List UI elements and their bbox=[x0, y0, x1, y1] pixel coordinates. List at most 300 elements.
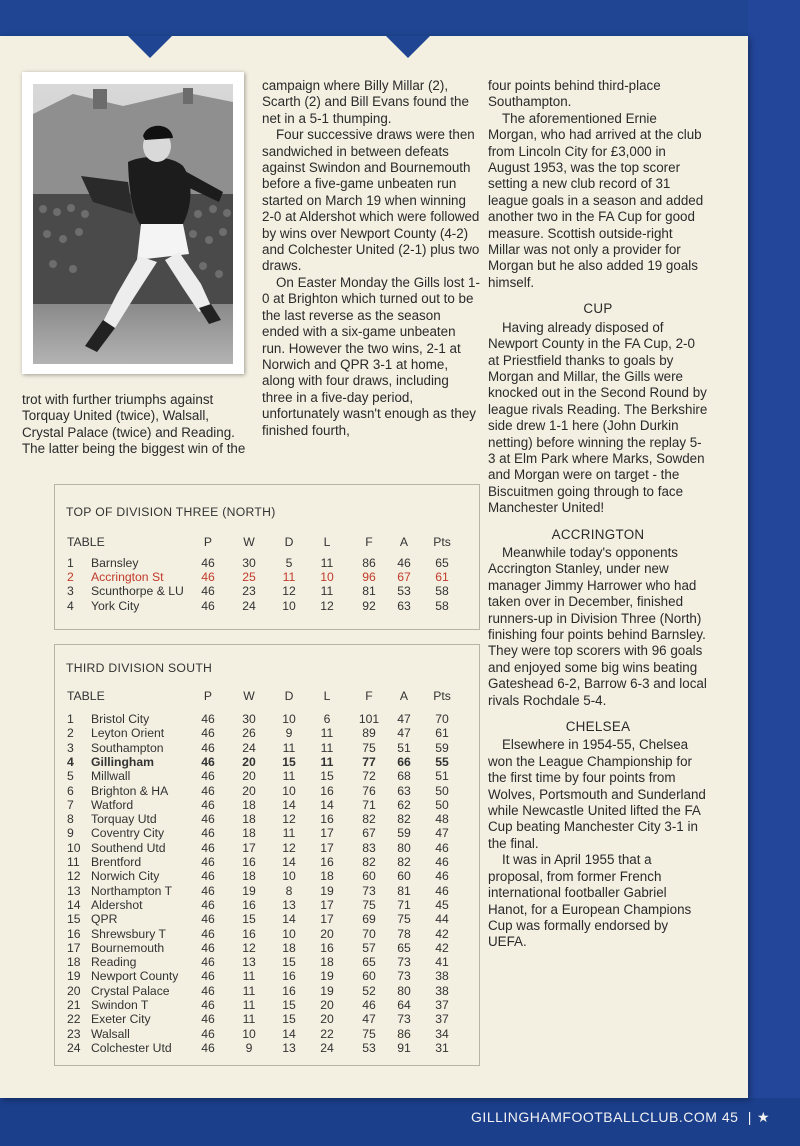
table-cell: 23 bbox=[242, 584, 256, 599]
table-cell: 2 bbox=[67, 726, 74, 741]
column-header: W bbox=[243, 689, 255, 703]
table-cell: 14 bbox=[282, 1026, 296, 1041]
table-cell: 11 bbox=[320, 556, 334, 570]
table-cell: 70 bbox=[362, 926, 376, 941]
table-cell: 20 bbox=[320, 998, 334, 1012]
table-cell: 17 bbox=[320, 826, 334, 841]
team-name: Barnsley bbox=[91, 556, 139, 570]
table-cell: 46 bbox=[201, 826, 215, 841]
table-row bbox=[55, 726, 479, 740]
table-cell: 46 bbox=[435, 855, 449, 869]
team-name: Millwall bbox=[91, 769, 131, 784]
table-cell: 24 bbox=[242, 598, 256, 613]
table-cell: 75 bbox=[362, 740, 376, 755]
table-cell: 46 bbox=[201, 983, 215, 998]
article-paragraph: campaign where Billy Millar (2), Scarth (2) and Bill Evans found the net in a 5-1 thumping. bbox=[262, 78, 469, 126]
page-footer bbox=[471, 1109, 770, 1126]
table-cell: 60 bbox=[362, 869, 376, 884]
column-header: A bbox=[399, 535, 409, 549]
table-cell: 71 bbox=[362, 797, 376, 812]
table-cell: 75 bbox=[362, 897, 376, 912]
table-cell: 19 bbox=[320, 883, 334, 898]
table-cell: 53 bbox=[397, 584, 411, 599]
table-cell: 38 bbox=[435, 983, 449, 998]
table-cell: 17 bbox=[67, 940, 81, 955]
table-cell: 46 bbox=[435, 840, 449, 855]
team-name: Southend Utd bbox=[91, 840, 166, 855]
table-cell: 24 bbox=[320, 1040, 334, 1055]
table-cell: 41 bbox=[435, 955, 449, 970]
table-row bbox=[55, 841, 479, 855]
table-cell: 17 bbox=[320, 912, 334, 927]
article-paragraph: Elsewhere in 1954-55, Chelsea won the League Championship for the first time by four points from Wolves, Portsmouth and Sunderland while Newcastle United lifted the FA Cup beating Manchester City 3-1 in the final. bbox=[488, 737, 706, 851]
table-cell: 73 bbox=[362, 883, 376, 898]
table-cell: 68 bbox=[397, 769, 411, 784]
table-row bbox=[55, 984, 479, 998]
table-cell: 13 bbox=[67, 883, 81, 898]
section-heading-chelsea: CHELSEA bbox=[565, 719, 631, 735]
table-cell: 16 bbox=[67, 926, 81, 941]
table-cell: 46 bbox=[201, 897, 215, 912]
table-cell: 48 bbox=[435, 812, 449, 827]
table-cell: 11 bbox=[320, 584, 334, 599]
table-row bbox=[55, 912, 479, 926]
section-heading-accrington: ACCRINGTON bbox=[551, 526, 645, 542]
table-row bbox=[55, 798, 479, 812]
table-cell: 82 bbox=[397, 812, 411, 827]
table-cell: 46 bbox=[435, 883, 449, 898]
table-cell: 4 bbox=[67, 598, 74, 613]
column-header: D bbox=[284, 689, 294, 703]
player-photo bbox=[22, 72, 244, 374]
table-row bbox=[55, 927, 479, 941]
table-cell: 14 bbox=[282, 912, 296, 927]
footer-site: GILLINGHAMFOOTBALLCLUB.COM bbox=[471, 1109, 718, 1125]
table-cell: 55 bbox=[435, 754, 449, 769]
table-cell: 10 bbox=[282, 783, 296, 798]
team-name: Swindon T bbox=[91, 998, 149, 1012]
table-row bbox=[55, 812, 479, 826]
table-cell: 24 bbox=[242, 740, 256, 755]
table-cell: 10 bbox=[282, 598, 296, 613]
team-name: Reading bbox=[91, 955, 137, 970]
table-row bbox=[55, 955, 479, 969]
team-name: Leyton Orient bbox=[91, 726, 165, 741]
table-cell: 72 bbox=[362, 769, 376, 784]
table-cell: 63 bbox=[397, 783, 411, 798]
team-name: Newport County bbox=[91, 969, 179, 984]
table-row bbox=[55, 755, 479, 769]
team-name: Southampton bbox=[91, 740, 164, 755]
table-cell: 11 bbox=[242, 969, 256, 984]
table-cell: 11 bbox=[242, 998, 256, 1012]
table-cell: 26 bbox=[242, 726, 256, 741]
team-name: Exeter City bbox=[91, 1012, 151, 1027]
page-notch bbox=[128, 36, 172, 58]
table-cell: 46 bbox=[201, 812, 215, 827]
table-cell: 65 bbox=[362, 955, 376, 970]
table-row bbox=[55, 741, 479, 755]
table-cell: 2 bbox=[67, 570, 74, 585]
table-cell: 18 bbox=[320, 955, 334, 970]
article-paragraph: trot with further triumphs against Torquay United (twice), Walsall, Crystal Palace (twice) and Reading. The latter being the biggest win of the bbox=[22, 392, 246, 457]
table-cell: 20 bbox=[242, 783, 256, 798]
table-row bbox=[55, 584, 479, 598]
footer-page-number: 45 bbox=[721, 1109, 739, 1125]
team-name: Torquay Utd bbox=[91, 812, 157, 827]
footballer-photo-icon bbox=[33, 84, 233, 364]
article-paragraph: Four successive draws were then sandwiched in between defeats against Swindon and Bournemouth before a five-game unbeaten run started on March 19 when winning 2-0 at Aldershot which were followed by wins over Newport County (4-2) and Colchester United (2-1) plus two draws. bbox=[262, 127, 480, 274]
table-cell: 65 bbox=[435, 556, 449, 570]
team-name: QPR bbox=[91, 912, 118, 927]
table-cell: 50 bbox=[435, 783, 449, 798]
table-cell: 19 bbox=[320, 969, 334, 984]
column-header: P bbox=[203, 535, 213, 549]
article-paragraph: It was in April 1955 that a proposal, from former French international footballer Gabriel Hanot, for a European Champions Cup was formally endorsed by UEFA. bbox=[488, 852, 692, 950]
table-cell: 14 bbox=[320, 797, 334, 812]
team-name: Walsall bbox=[91, 1026, 130, 1041]
table-cell: 42 bbox=[435, 926, 449, 941]
table-cell: 46 bbox=[201, 570, 215, 585]
table-cell: 12 bbox=[320, 598, 334, 613]
table-cell: 10 bbox=[282, 926, 296, 941]
table-cell: 46 bbox=[201, 883, 215, 898]
table-cell: 24 bbox=[67, 1040, 81, 1055]
table-cell: 61 bbox=[435, 570, 449, 585]
table-cell: 37 bbox=[435, 1012, 449, 1027]
table-cell: 15 bbox=[282, 998, 296, 1012]
table-cell: 51 bbox=[435, 769, 449, 784]
column-header: P bbox=[203, 689, 213, 703]
divider: | bbox=[747, 1109, 752, 1125]
table-cell: 46 bbox=[201, 869, 215, 884]
table-cell: 11 bbox=[282, 826, 296, 841]
table-cell: 16 bbox=[320, 855, 334, 869]
table-cell: 11 bbox=[282, 570, 296, 585]
table-cell: 23 bbox=[67, 1026, 81, 1041]
column-header: L bbox=[323, 535, 331, 549]
table-cell: 10 bbox=[282, 869, 296, 884]
table-row bbox=[55, 556, 479, 570]
table-cell: 18 bbox=[282, 940, 296, 955]
table-cell: 7 bbox=[67, 797, 74, 812]
table-cell: 18 bbox=[242, 826, 256, 841]
table-cell: 14 bbox=[282, 855, 296, 869]
table-cell: 47 bbox=[435, 826, 449, 841]
table-cell: 58 bbox=[435, 598, 449, 613]
article-paragraph: The aforementioned Ernie Morgan, who had arrived at the club from Lincoln City for £3,000 in August 1953, was the top scorer setting a new club record of 31 league goals in a season and added another two in the FA Cup for good measure. Scottish outside-right Millar was not only a provider for Morgan but he also added 19 goals himself. bbox=[488, 110, 704, 290]
table-cell: 11 bbox=[282, 769, 296, 784]
table-cell: 46 bbox=[201, 969, 215, 984]
club-crest-icon: ★ bbox=[756, 1109, 770, 1125]
table-row bbox=[55, 570, 479, 584]
table-cell: 73 bbox=[397, 969, 411, 984]
table-cell: 18 bbox=[320, 869, 334, 884]
table-cell: 46 bbox=[201, 783, 215, 798]
table-row bbox=[55, 599, 479, 613]
table-cell: 22 bbox=[320, 1026, 334, 1041]
table-cell: 96 bbox=[362, 570, 376, 585]
table-cell: 18 bbox=[242, 812, 256, 827]
table-cell: 81 bbox=[397, 883, 411, 898]
table-row bbox=[55, 1041, 479, 1055]
table-cell: 81 bbox=[362, 584, 376, 599]
table-cell: 86 bbox=[362, 556, 376, 570]
table-cell: 46 bbox=[201, 1012, 215, 1027]
column-header: A bbox=[399, 689, 409, 703]
table-cell: 64 bbox=[397, 998, 411, 1012]
table-cell: 13 bbox=[242, 955, 256, 970]
table-cell: 13 bbox=[282, 1040, 296, 1055]
table-cell: 20 bbox=[320, 926, 334, 941]
table-cell: 12 bbox=[282, 812, 296, 827]
table-cell: 16 bbox=[320, 812, 334, 827]
table-cell: 16 bbox=[282, 983, 296, 998]
table-cell: 25 bbox=[242, 570, 256, 585]
table-cell: 18 bbox=[242, 797, 256, 812]
table-cell: 11 bbox=[282, 740, 296, 755]
table-cell: 60 bbox=[397, 869, 411, 884]
table-cell: 18 bbox=[242, 869, 256, 884]
table-cell: 46 bbox=[201, 912, 215, 927]
table-cell: 17 bbox=[242, 840, 256, 855]
team-name: Aldershot bbox=[91, 897, 143, 912]
table-cell: 46 bbox=[201, 940, 215, 955]
page-edge bbox=[748, 0, 800, 1146]
article-paragraph: On Easter Monday the Gills lost 1-0 at Brighton which turned out to be the last reverse as the season ended with a six-game unbeaten run. However the two wins, 2-1 at Norwich and QPR 3-1 at home, along with four draws, including three in a five-day period, unfortunately wasn't enough as they finished fourth, bbox=[262, 274, 480, 438]
table-header bbox=[55, 689, 479, 703]
table-cell: 10 bbox=[67, 840, 81, 855]
table-cell: 10 bbox=[320, 570, 334, 585]
table-cell: 75 bbox=[397, 912, 411, 927]
team-name: Watford bbox=[91, 797, 134, 812]
table-cell: 11 bbox=[242, 983, 256, 998]
table-cell: 73 bbox=[397, 955, 411, 970]
division-three-north-table bbox=[54, 484, 480, 630]
table-cell: 20 bbox=[320, 1012, 334, 1027]
table-cell: 16 bbox=[242, 926, 256, 941]
table-row bbox=[55, 998, 479, 1012]
article-column-1 bbox=[22, 392, 254, 458]
table-cell: 15 bbox=[320, 769, 334, 784]
table-cell: 57 bbox=[362, 940, 376, 955]
table-row bbox=[55, 898, 479, 912]
table-cell: 101 bbox=[358, 712, 380, 726]
team-name: York City bbox=[91, 598, 140, 613]
team-name: Gillingham bbox=[91, 754, 154, 769]
column-header: Pts bbox=[433, 689, 451, 703]
table-cell: 14 bbox=[67, 897, 81, 912]
table-cell: 17 bbox=[320, 840, 334, 855]
table-cell: 70 bbox=[435, 712, 449, 726]
team-name: Brighton & HA bbox=[91, 783, 169, 798]
table-cell: 3 bbox=[67, 584, 74, 599]
table-cell: 44 bbox=[435, 912, 449, 927]
table-cell: 75 bbox=[362, 1026, 376, 1041]
table-cell: 46 bbox=[201, 926, 215, 941]
table-cell: 19 bbox=[320, 983, 334, 998]
table-cell: 15 bbox=[67, 912, 81, 927]
column-header: L bbox=[323, 689, 331, 703]
table-cell: 16 bbox=[282, 969, 296, 984]
table-cell: 47 bbox=[362, 1012, 376, 1027]
table-cell: 8 bbox=[285, 883, 293, 898]
table-cell: 15 bbox=[282, 1012, 296, 1027]
table-cell: 12 bbox=[242, 940, 256, 955]
table-cell: 82 bbox=[362, 812, 376, 827]
table-cell: 12 bbox=[67, 869, 81, 884]
table-cell: 42 bbox=[435, 940, 449, 955]
table-row bbox=[55, 869, 479, 883]
table-cell: 61 bbox=[435, 726, 449, 741]
article-paragraph: Having already disposed of Newport County in the FA Cup, 2-0 at Priestfield thanks to goals by Morgan and Millar, the Gills were knocked out in the Second Round by league rivals Reading. The Berkshire side drew 1-1 here (John Durkin netting) before winning the replay 5-3 at Elm Park where Marks, Sowden and Morgan were on target - the Biscuitmen going through to face Manchester United! bbox=[488, 319, 708, 516]
table-row bbox=[55, 1027, 479, 1041]
table-cell: 6 bbox=[323, 712, 331, 726]
table-cell: 15 bbox=[282, 955, 296, 970]
table-cell: 11 bbox=[320, 740, 334, 755]
section-heading-cup: CUP bbox=[583, 301, 613, 317]
team-name: Scunthorpe & LU bbox=[91, 584, 184, 599]
table-cell: 46 bbox=[201, 1040, 215, 1055]
table-cell: 11 bbox=[67, 855, 80, 869]
table-cell: 46 bbox=[201, 584, 215, 599]
table-cell: 73 bbox=[397, 1012, 411, 1027]
table-cell: 67 bbox=[362, 826, 376, 841]
table-row bbox=[55, 826, 479, 840]
table-row bbox=[55, 884, 479, 898]
table-cell: 1 bbox=[67, 556, 74, 570]
table-cell: 4 bbox=[67, 754, 74, 769]
table-cell: 47 bbox=[397, 712, 411, 726]
table-cell: 62 bbox=[397, 797, 411, 812]
table-cell: 19 bbox=[242, 883, 256, 898]
table-cell: 82 bbox=[397, 855, 411, 869]
table-title: TOP OF DIVISION THREE (NORTH) bbox=[66, 505, 276, 519]
team-name: Bournemouth bbox=[91, 940, 165, 955]
table-cell: 15 bbox=[242, 912, 256, 927]
table-row bbox=[55, 769, 479, 783]
table-cell: 9 bbox=[67, 826, 74, 841]
table-cell: 9 bbox=[285, 726, 293, 741]
table-cell: 15 bbox=[282, 754, 296, 769]
table-cell: 58 bbox=[435, 584, 449, 599]
table-cell: 59 bbox=[435, 740, 449, 755]
table-title: THIRD DIVISION SOUTH bbox=[66, 661, 213, 675]
column-header: F bbox=[365, 689, 373, 703]
page-notch bbox=[386, 36, 430, 58]
table-cell: 46 bbox=[362, 998, 376, 1012]
table-cell: 14 bbox=[282, 797, 296, 812]
table-cell: 46 bbox=[435, 869, 449, 884]
table-row bbox=[55, 1012, 479, 1026]
table-cell: 46 bbox=[201, 754, 215, 769]
table-cell: 78 bbox=[397, 926, 411, 941]
team-name: Northampton T bbox=[91, 883, 173, 898]
table-cell: 11 bbox=[320, 754, 334, 769]
column-header: TABLE bbox=[67, 535, 105, 549]
table-cell: 53 bbox=[362, 1040, 376, 1055]
table-cell: 80 bbox=[397, 840, 411, 855]
table-cell: 66 bbox=[397, 754, 411, 769]
table-cell: 10 bbox=[282, 712, 296, 726]
table-cell: 46 bbox=[201, 726, 215, 741]
table-row bbox=[55, 712, 479, 726]
table-cell: 34 bbox=[435, 1026, 449, 1041]
column-header: Pts bbox=[433, 535, 451, 549]
table-cell: 31 bbox=[435, 1040, 449, 1055]
table-row bbox=[55, 969, 479, 983]
article-paragraph: Meanwhile today's opponents Accrington Stanley, under new manager Jimmy Harrower who had taken over in December, finished runners-up in Division Three (North) finishing four points behind Barnsley. They were top scorers with 96 goals and enjoyed some big wins beating Gateshead 6-2, Barrow 6-3 and local rivals Rochdale 5-4. bbox=[488, 544, 707, 708]
team-name: Coventry City bbox=[91, 826, 165, 841]
table-cell: 46 bbox=[201, 1026, 215, 1041]
team-name: Bristol City bbox=[91, 712, 150, 726]
table-cell: 10 bbox=[242, 1026, 256, 1041]
table-cell: 19 bbox=[67, 969, 81, 984]
table-cell: 11 bbox=[242, 1012, 256, 1027]
table-cell: 46 bbox=[201, 769, 215, 784]
table-cell: 3 bbox=[67, 740, 74, 755]
table-cell: 12 bbox=[282, 840, 296, 855]
column-header: F bbox=[365, 535, 373, 549]
table-cell: 69 bbox=[362, 912, 376, 927]
table-cell: 16 bbox=[242, 855, 256, 869]
table-cell: 20 bbox=[242, 754, 256, 769]
table-cell: 16 bbox=[320, 940, 334, 955]
table-cell: 80 bbox=[397, 983, 411, 998]
team-name: Crystal Palace bbox=[91, 983, 170, 998]
table-cell: 51 bbox=[397, 740, 411, 755]
table-cell: 46 bbox=[201, 556, 215, 570]
table-cell: 38 bbox=[435, 969, 449, 984]
table-cell: 50 bbox=[435, 797, 449, 812]
column-header: D bbox=[284, 535, 294, 549]
team-name: Shrewsbury T bbox=[91, 926, 166, 941]
table-cell: 8 bbox=[67, 812, 74, 827]
table-cell: 37 bbox=[435, 998, 449, 1012]
table-cell: 76 bbox=[362, 783, 376, 798]
table-cell: 12 bbox=[282, 584, 296, 599]
table-cell: 30 bbox=[242, 712, 256, 726]
table-cell: 71 bbox=[397, 897, 411, 912]
table-cell: 52 bbox=[362, 983, 376, 998]
table-cell: 82 bbox=[362, 855, 376, 869]
table-cell: 46 bbox=[201, 955, 215, 970]
table-cell: 65 bbox=[397, 940, 411, 955]
table-cell: 63 bbox=[397, 598, 411, 613]
table-cell: 1 bbox=[67, 712, 74, 726]
team-name: Colchester Utd bbox=[91, 1040, 172, 1055]
article-paragraph: four points behind third-place Southampton. bbox=[488, 78, 661, 110]
team-name: Norwich City bbox=[91, 869, 160, 884]
article-column-2 bbox=[262, 78, 480, 439]
table-cell: 22 bbox=[67, 1012, 81, 1027]
table-cell: 83 bbox=[362, 840, 376, 855]
table-cell: 46 bbox=[201, 855, 215, 869]
table-cell: 5 bbox=[67, 769, 74, 784]
column-header: TABLE bbox=[67, 689, 105, 703]
table-cell: 21 bbox=[67, 998, 81, 1012]
table-cell: 46 bbox=[201, 797, 215, 812]
table-cell: 86 bbox=[397, 1026, 411, 1041]
table-cell: 46 bbox=[397, 556, 411, 570]
table-cell: 89 bbox=[362, 726, 376, 741]
table-cell: 9 bbox=[245, 1040, 253, 1055]
table-row bbox=[55, 855, 479, 869]
table-cell: 45 bbox=[435, 897, 449, 912]
article-column-3 bbox=[488, 78, 708, 951]
table-cell: 46 bbox=[201, 598, 215, 613]
table-cell: 46 bbox=[201, 712, 215, 726]
